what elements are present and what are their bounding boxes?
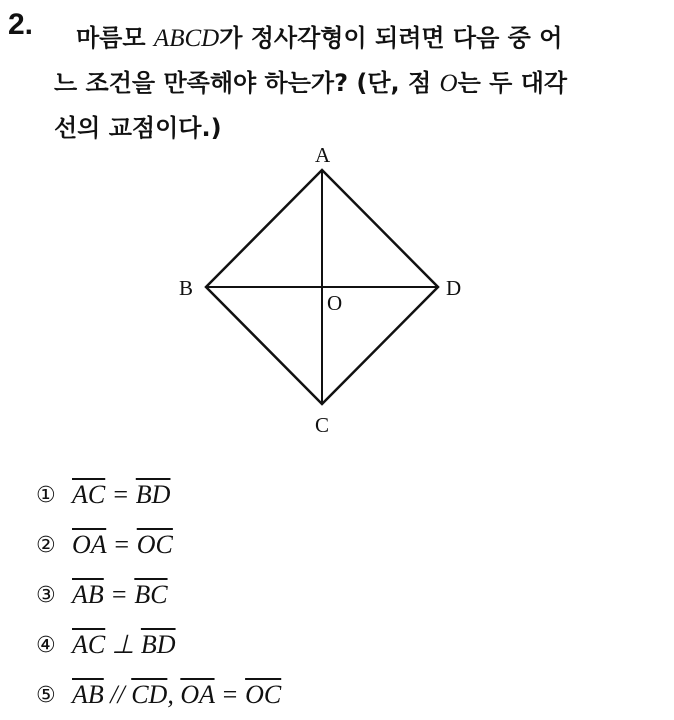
question-line-1-pre: 마름모 [76, 24, 154, 52]
choice-4-text: $\overline{AC}$ ⊥ $\overline{BD}$ [72, 630, 176, 659]
choice-1[interactable] [36, 470, 281, 520]
choice-3-text: $\overline{AB} = \overline{BC}$ [72, 580, 168, 609]
question-line-2-pre: 느 조건을 만족해야 하는가? (단, 점 [54, 69, 440, 97]
vertex-label-d: D [446, 276, 462, 300]
choice-2-text: $\overline{OA} = \overline{OC}$ [72, 530, 173, 559]
question-text [54, 16, 636, 150]
choice-1-number: ① [36, 482, 56, 508]
point-o-name: O [439, 70, 458, 97]
choice-4[interactable] [36, 620, 281, 670]
choice-5-number: ⑤ [36, 682, 56, 708]
choice-5-text: $\overline{AB} // \overline{CD}$, $\overline{OA} = \overline{OC}$ [72, 680, 282, 709]
choice-3-number: ③ [36, 582, 56, 608]
choice-3[interactable] [36, 570, 281, 620]
quadrilateral-name: ABCD [153, 25, 220, 52]
center-label-o: O [327, 291, 343, 315]
question-line-2 [54, 61, 636, 106]
question-number: 2. [8, 8, 34, 41]
choice-2-number: ② [36, 532, 56, 558]
rhombus-figure [170, 140, 480, 450]
question-line-3: 선의 교점이다.) [54, 114, 222, 142]
answer-choices [36, 470, 281, 720]
vertex-label-a: A [315, 143, 331, 167]
vertex-label-c: C [315, 413, 330, 437]
question-line-1-post: 가 정사각형이 되려면 다음 중 어 [219, 24, 563, 52]
vertex-label-b: B [179, 276, 194, 300]
choice-1-text: $\overline{AC} = \overline{BD}$ [72, 480, 171, 509]
choice-2[interactable] [36, 520, 281, 570]
choice-4-number: ④ [36, 632, 56, 658]
question-line-1 [76, 16, 636, 61]
choice-5[interactable] [36, 670, 281, 720]
question-line-2-post: 는 두 대각 [457, 69, 568, 97]
